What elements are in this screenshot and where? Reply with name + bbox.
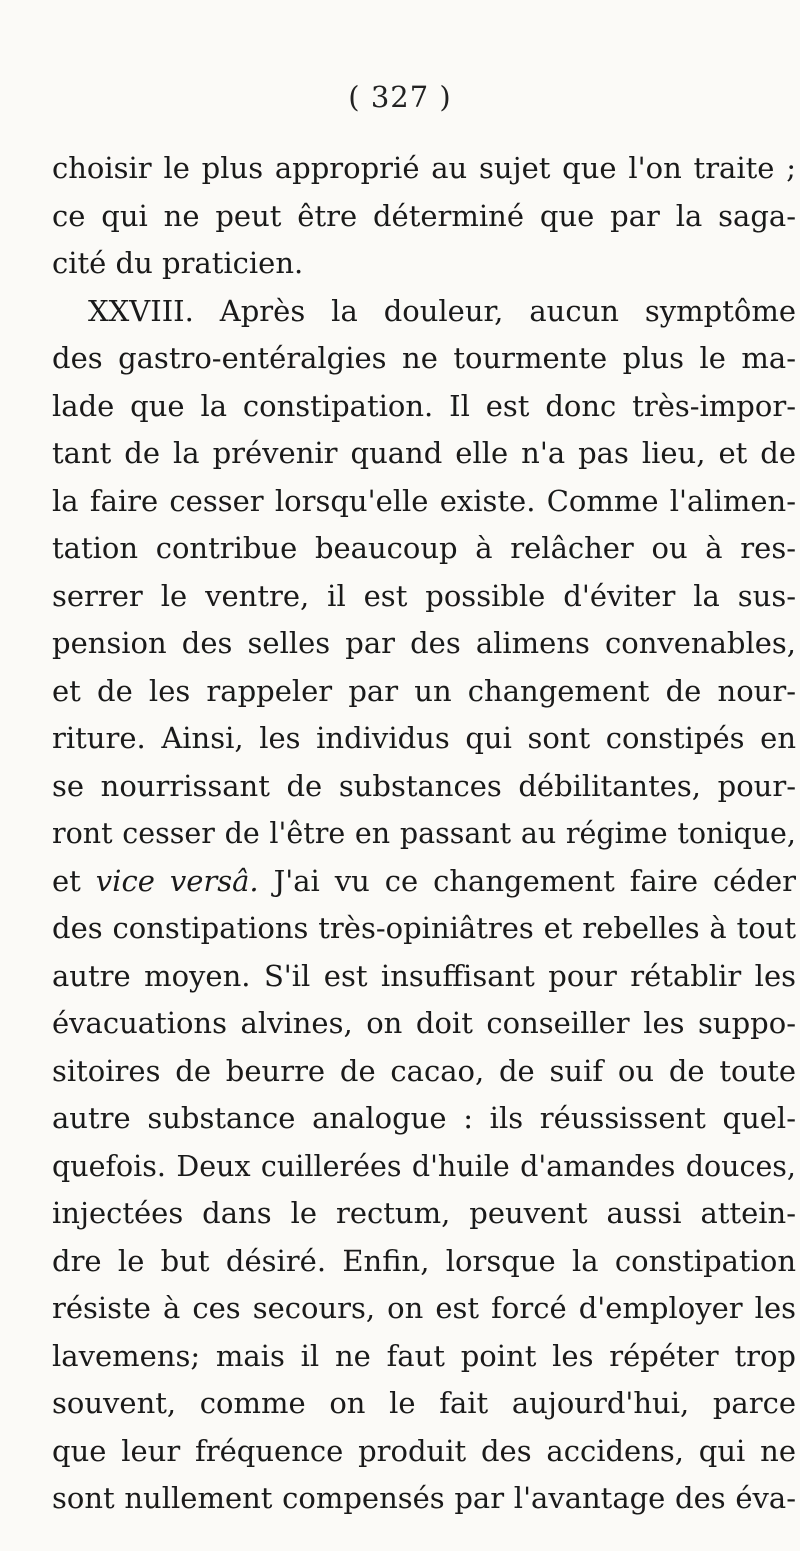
text-line: dre le but désiré. Enfin, lorsque la constipation bbox=[52, 1243, 796, 1278]
text-line: choisir le plus approprié au sujet que l'on traite ; bbox=[52, 151, 796, 185]
text-line: ce qui ne peut être déterminé que par la saga- bbox=[52, 198, 796, 233]
text-line: quefois. Deux cuillerées d'huile d'amandes douces, bbox=[52, 1149, 796, 1183]
text-line-with-italic bbox=[52, 858, 796, 906]
text-line: des constipations très-opiniâtres et rebelles à tout bbox=[52, 911, 796, 945]
text-line: serrer le ventre, il est possible d'éviter la sus- bbox=[52, 578, 796, 613]
text-line: évacuations alvines, on doit conseiller les suppo- bbox=[52, 1006, 796, 1040]
text-line: se nourrissant de substances débilitantes, pour- bbox=[52, 768, 796, 803]
text-line: des gastro-entéralgies ne tourmente plus le ma- bbox=[52, 341, 796, 375]
section-heading-line: XXVIII. Après la douleur, aucun symptôme bbox=[88, 293, 796, 328]
text-line: autre substance analogue : ils réussissent quel- bbox=[52, 1101, 796, 1135]
text-line: souvent, comme on le fait aujourd'hui, parce bbox=[52, 1386, 796, 1420]
text-segment: J'ai vu ce changement faire céder bbox=[258, 863, 796, 898]
text-line: autre moyen. S'il est insuffisant pour rétablir les bbox=[52, 958, 796, 993]
text-line: sont nullement compensés par l'avantage des éva- bbox=[52, 1481, 796, 1515]
text-line: tation contribue beaucoup à relâcher ou à res- bbox=[52, 531, 796, 565]
text-line: résiste à ces secours, on est forcé d'employer les bbox=[52, 1291, 796, 1325]
page-number: ( 327 ) bbox=[348, 80, 452, 114]
text-line: pension des selles par des alimens convenables, bbox=[52, 626, 796, 660]
text-line: lade que la constipation. Il est donc très-impor- bbox=[52, 388, 796, 423]
text-line: cité du praticien. bbox=[52, 246, 304, 280]
text-line: et de les rappeler par un changement de nour- bbox=[52, 673, 796, 708]
text-segment: et bbox=[52, 863, 96, 898]
text-line: la faire cesser lorsqu'elle existe. Comme l'alimen- bbox=[52, 483, 796, 518]
text-line: tant de la prévenir quand elle n'a pas lieu, et de bbox=[52, 436, 796, 470]
text-line: que leur fréquence produit des accidens, qui ne bbox=[52, 1433, 796, 1468]
text-line: riture. Ainsi, les individus qui sont constipés en bbox=[52, 721, 796, 755]
text-line: sitoires de beurre de cacao, de suif ou de toute bbox=[52, 1053, 796, 1088]
text-line: lavemens; mais il ne faut point les répéter trop bbox=[52, 1338, 796, 1373]
italic-phrase: vice versâ. bbox=[95, 863, 259, 898]
text-line: ront cesser de l'être en passant au régime tonique, bbox=[52, 817, 796, 850]
text-line: injectées dans le rectum, peuvent aussi attein- bbox=[52, 1196, 796, 1230]
body-text bbox=[52, 145, 796, 1523]
